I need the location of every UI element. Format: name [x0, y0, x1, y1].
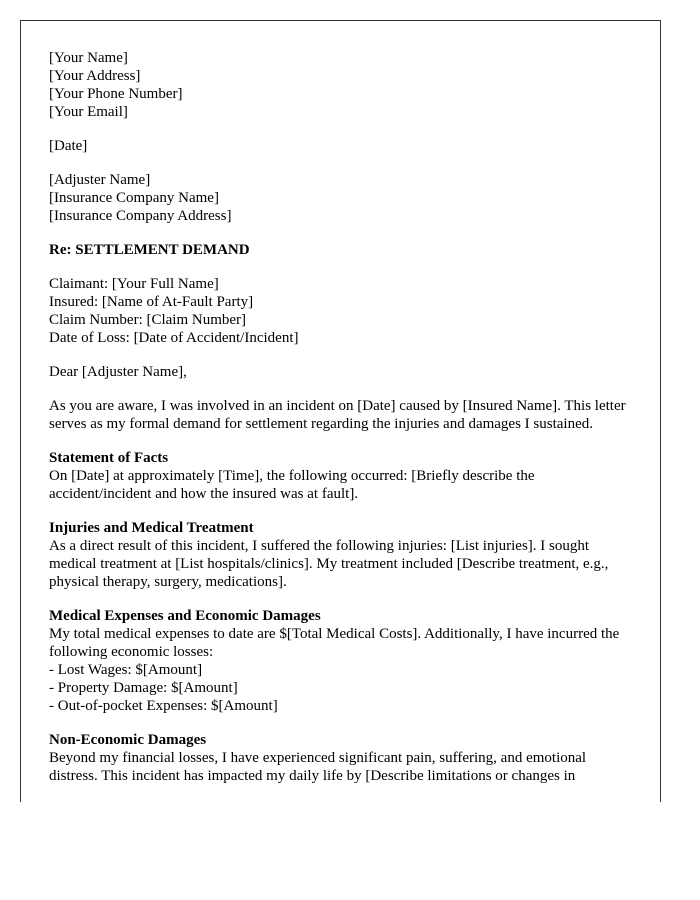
date-of-loss-line: Date of Loss: [Date of Accident/Incident] [49, 330, 299, 346]
sender-phone: [Your Phone Number] [49, 86, 183, 102]
expense-item-out-of-pocket: - Out-of-pocket Expenses: $[Amount] [49, 698, 278, 714]
claimant-line: Claimant: [Your Full Name] [49, 276, 219, 292]
section-body: On [Date] at approximately [Time], the following occurred: [Briefly describe the accident/incident and how the insured was at fault]. [49, 468, 535, 502]
section-non-economic [49, 731, 632, 785]
section-heading: Statement of Facts [49, 450, 169, 466]
salutation: Dear [Adjuster Name], [49, 364, 187, 380]
section-heading: Injuries and Medical Treatment [49, 520, 254, 536]
recipient-company: [Insurance Company Name] [49, 190, 219, 206]
recipient-address: [Insurance Company Address] [49, 208, 232, 224]
section-heading: Non-Economic Damages [49, 732, 207, 748]
expense-item-property-damage: - Property Damage: $[Amount] [49, 680, 238, 696]
subject-line: Re: SETTLEMENT DEMAND [49, 242, 250, 258]
intro-paragraph: As you are aware, I was involved in an incident on [Date] caused by [Insured Name]. This letter serves as my formal demand for settlement regarding the injuries and damages I sustained. [49, 398, 626, 432]
sender-name: [Your Name] [49, 50, 128, 66]
recipient-adjuster: [Adjuster Name] [49, 172, 151, 188]
recipient-block [49, 171, 632, 225]
section-injuries [49, 519, 632, 591]
claim-info-block [49, 275, 632, 347]
section-body: As a direct result of this incident, I suffered the following injuries: [List injuries]. I sought medical treatment at [List hospitals/clinics]. My treatment included [Describe treatment, e.g., physical therapy, surgery, medications]. [49, 538, 609, 590]
section-body: My total medical expenses to date are $[Total Medical Costs]. Additionally, I have incurred the following economic losses: [49, 626, 620, 660]
sender-address: [Your Address] [49, 68, 141, 84]
expense-item-lost-wages: - Lost Wages: $[Amount] [49, 662, 203, 678]
section-heading: Medical Expenses and Economic Damages [49, 608, 321, 624]
sender-email: [Your Email] [49, 104, 128, 120]
insured-line: Insured: [Name of At-Fault Party] [49, 294, 254, 310]
section-body: Beyond my financial losses, I have experienced significant pain, suffering, and emotional distress. This incident has impacted my daily life by [Describe limitations or changes in [49, 750, 587, 784]
claim-number-line: Claim Number: [Claim Number] [49, 312, 247, 328]
sender-block [49, 49, 632, 121]
section-expenses [49, 607, 632, 715]
settlement-demand-letter [20, 20, 661, 802]
letter-date: [Date] [49, 138, 88, 154]
section-statement-of-facts [49, 449, 632, 503]
date-block [49, 137, 632, 155]
